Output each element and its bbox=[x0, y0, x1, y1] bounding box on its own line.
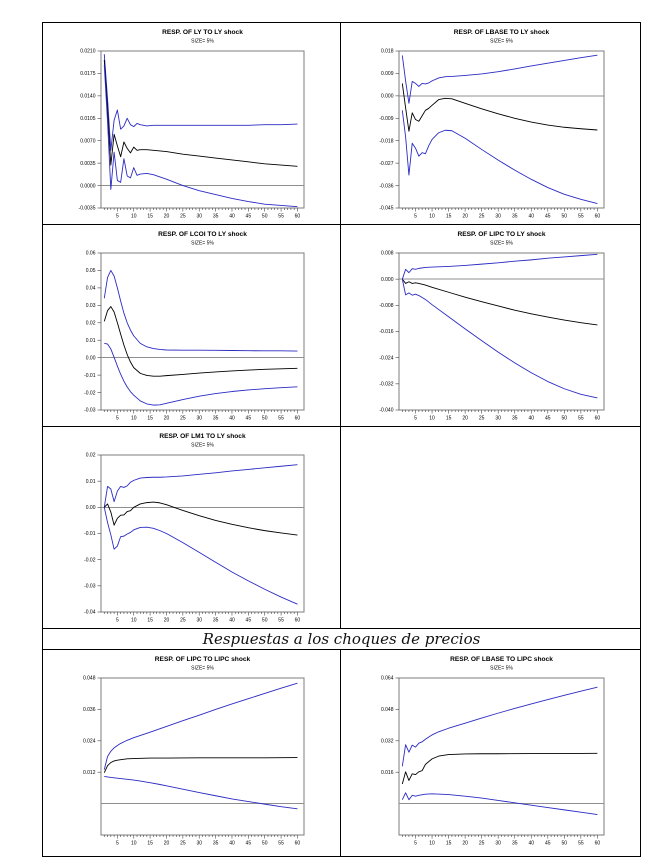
svg-text:60: 60 bbox=[594, 840, 601, 847]
svg-text:-0.02: -0.02 bbox=[84, 390, 96, 397]
svg-text:-0.018: -0.018 bbox=[379, 138, 394, 145]
svg-text:-0.027: -0.027 bbox=[379, 160, 394, 167]
series-point-estimate bbox=[402, 83, 597, 131]
svg-text:0.05: 0.05 bbox=[85, 268, 96, 275]
svg-text:0.0070: 0.0070 bbox=[80, 138, 96, 145]
svg-text:-0.01: -0.01 bbox=[84, 372, 96, 379]
chart-title: RESP. OF LBASE TO LIPC shock bbox=[450, 656, 553, 663]
svg-text:0.0105: 0.0105 bbox=[80, 115, 96, 122]
chart-subtitle: SIZE= 5% bbox=[191, 442, 214, 449]
svg-text:45: 45 bbox=[545, 213, 551, 220]
chart-title: RESP. OF LY TO LY shock bbox=[162, 29, 243, 36]
svg-text:-0.040: -0.040 bbox=[379, 407, 394, 414]
chart-resp-of-lcoi-to-ly-shock bbox=[43, 225, 340, 426]
chart-resp-of-lm1-to-ly-shock bbox=[43, 427, 340, 628]
svg-text:-0.03: -0.03 bbox=[84, 583, 96, 590]
svg-text:0.0140: 0.0140 bbox=[80, 93, 96, 100]
series-point-estimate bbox=[104, 60, 297, 166]
svg-text:40: 40 bbox=[229, 415, 235, 422]
series-upper-band bbox=[402, 687, 597, 766]
svg-text:40: 40 bbox=[528, 213, 535, 220]
svg-text:0.009: 0.009 bbox=[380, 71, 394, 78]
svg-text:5: 5 bbox=[115, 213, 119, 220]
svg-text:0.0210: 0.0210 bbox=[80, 48, 96, 55]
svg-text:0.024: 0.024 bbox=[82, 738, 96, 745]
chart-svg bbox=[341, 225, 640, 426]
svg-text:35: 35 bbox=[511, 840, 518, 847]
svg-text:35: 35 bbox=[511, 415, 518, 422]
svg-text:0.02: 0.02 bbox=[85, 452, 96, 459]
svg-text:60: 60 bbox=[294, 840, 301, 847]
svg-text:45: 45 bbox=[245, 617, 252, 624]
svg-text:50: 50 bbox=[561, 213, 568, 220]
svg-text:10: 10 bbox=[429, 415, 435, 422]
svg-text:0.0000: 0.0000 bbox=[80, 183, 96, 190]
svg-text:0.036: 0.036 bbox=[82, 707, 96, 714]
series-upper-band bbox=[104, 683, 297, 769]
svg-text:50: 50 bbox=[561, 840, 568, 847]
svg-text:60: 60 bbox=[294, 617, 301, 624]
section-caption-row bbox=[43, 629, 640, 650]
svg-text:30: 30 bbox=[196, 415, 203, 422]
svg-text:45: 45 bbox=[245, 840, 252, 847]
chart-svg bbox=[43, 650, 340, 852]
svg-text:-0.009: -0.009 bbox=[379, 115, 394, 122]
irf-row-2 bbox=[43, 225, 640, 427]
svg-text:25: 25 bbox=[478, 213, 485, 220]
svg-text:55: 55 bbox=[278, 213, 284, 220]
svg-text:10: 10 bbox=[130, 415, 137, 422]
svg-text:0.00: 0.00 bbox=[85, 355, 96, 362]
svg-text:55: 55 bbox=[578, 213, 584, 220]
chart-resp-of-lipc-to-lipc-shock bbox=[43, 650, 340, 856]
series-upper-band bbox=[104, 465, 297, 508]
svg-text:20: 20 bbox=[163, 415, 170, 422]
svg-text:30: 30 bbox=[495, 840, 501, 847]
svg-text:10: 10 bbox=[130, 213, 137, 220]
chart-title: RESP. OF LIPC TO LIPC shock bbox=[154, 656, 251, 663]
svg-text:-0.008: -0.008 bbox=[379, 303, 394, 310]
chart-resp-of-lipc-to-ly-shock bbox=[340, 225, 640, 426]
svg-text:25: 25 bbox=[180, 617, 186, 624]
svg-text:55: 55 bbox=[278, 415, 284, 422]
svg-text:-0.02: -0.02 bbox=[84, 557, 96, 564]
svg-text:35: 35 bbox=[511, 213, 518, 220]
irf-figure-table bbox=[42, 22, 641, 857]
svg-text:50: 50 bbox=[261, 213, 268, 220]
svg-text:10: 10 bbox=[429, 840, 435, 847]
svg-text:20: 20 bbox=[462, 840, 468, 847]
svg-text:15: 15 bbox=[445, 415, 452, 422]
svg-text:-0.01: -0.01 bbox=[84, 531, 96, 538]
series-lower-band bbox=[104, 343, 297, 405]
svg-text:5: 5 bbox=[414, 415, 417, 422]
svg-text:35: 35 bbox=[212, 415, 219, 422]
svg-text:35: 35 bbox=[212, 213, 219, 220]
chart-svg bbox=[43, 23, 340, 224]
svg-text:15: 15 bbox=[147, 213, 153, 220]
series-point-estimate bbox=[402, 279, 597, 325]
svg-text:0.048: 0.048 bbox=[380, 707, 394, 714]
svg-text:20: 20 bbox=[163, 213, 170, 220]
svg-text:40: 40 bbox=[229, 617, 235, 624]
chart-resp-of-ly-to-ly-shock bbox=[43, 23, 340, 224]
irf-row-4 bbox=[43, 650, 640, 856]
svg-text:40: 40 bbox=[528, 840, 535, 847]
irf-row-1 bbox=[43, 23, 640, 225]
svg-text:0.06: 0.06 bbox=[85, 250, 96, 257]
svg-text:0.00: 0.00 bbox=[85, 505, 96, 512]
svg-text:40: 40 bbox=[528, 415, 535, 422]
chart-subtitle: SIZE= 5% bbox=[191, 665, 214, 672]
svg-text:15: 15 bbox=[445, 213, 452, 220]
svg-text:15: 15 bbox=[147, 617, 153, 624]
chart-title: RESP. OF LIPC TO LY shock bbox=[457, 231, 546, 238]
svg-text:45: 45 bbox=[245, 415, 252, 422]
svg-text:60: 60 bbox=[294, 415, 301, 422]
svg-text:50: 50 bbox=[261, 617, 268, 624]
svg-text:20: 20 bbox=[163, 840, 170, 847]
svg-text:50: 50 bbox=[261, 415, 268, 422]
chart-svg bbox=[43, 427, 340, 628]
series-upper-band bbox=[104, 54, 297, 150]
svg-text:25: 25 bbox=[180, 213, 186, 220]
svg-text:0.012: 0.012 bbox=[82, 769, 96, 776]
svg-text:25: 25 bbox=[478, 840, 485, 847]
svg-text:40: 40 bbox=[229, 840, 235, 847]
svg-text:5: 5 bbox=[414, 213, 417, 220]
svg-text:5: 5 bbox=[115, 415, 119, 422]
svg-text:20: 20 bbox=[462, 213, 468, 220]
svg-text:0.0175: 0.0175 bbox=[80, 71, 96, 78]
svg-text:30: 30 bbox=[196, 617, 203, 624]
series-point-estimate bbox=[402, 753, 597, 784]
chart-subtitle: SIZE= 5% bbox=[490, 38, 513, 45]
svg-text:25: 25 bbox=[180, 840, 186, 847]
svg-text:15: 15 bbox=[147, 415, 153, 422]
svg-text:10: 10 bbox=[130, 840, 137, 847]
svg-text:30: 30 bbox=[196, 840, 203, 847]
svg-text:60: 60 bbox=[294, 213, 301, 220]
chart-subtitle: SIZE= 5% bbox=[191, 38, 214, 45]
svg-text:15: 15 bbox=[445, 840, 452, 847]
svg-text:40: 40 bbox=[229, 213, 235, 220]
svg-text:55: 55 bbox=[278, 840, 284, 847]
svg-text:-0.024: -0.024 bbox=[379, 355, 394, 362]
chart-svg bbox=[341, 650, 640, 852]
svg-text:-0.032: -0.032 bbox=[379, 381, 394, 388]
series-point-estimate bbox=[104, 758, 297, 773]
svg-text:5: 5 bbox=[115, 617, 119, 624]
svg-text:0.01: 0.01 bbox=[85, 478, 96, 485]
svg-text:0.064: 0.064 bbox=[380, 675, 394, 682]
svg-text:0.016: 0.016 bbox=[380, 769, 394, 776]
irf-row-3 bbox=[43, 427, 640, 629]
svg-text:55: 55 bbox=[578, 840, 584, 847]
series-upper-band bbox=[104, 270, 297, 351]
svg-text:30: 30 bbox=[495, 415, 501, 422]
svg-text:55: 55 bbox=[578, 415, 584, 422]
svg-text:30: 30 bbox=[495, 213, 501, 220]
svg-text:50: 50 bbox=[561, 415, 568, 422]
svg-text:0.03: 0.03 bbox=[85, 303, 96, 310]
svg-text:0.000: 0.000 bbox=[380, 276, 394, 283]
empty-cell bbox=[340, 427, 640, 628]
chart-title: RESP. OF LBASE TO LY shock bbox=[453, 29, 550, 36]
svg-text:35: 35 bbox=[212, 617, 219, 624]
chart-subtitle: SIZE= 5% bbox=[191, 240, 214, 247]
svg-text:0.0035: 0.0035 bbox=[80, 160, 96, 167]
section-caption: Respuestas a los choques de precios bbox=[202, 630, 481, 648]
svg-text:0.018: 0.018 bbox=[380, 48, 394, 55]
svg-text:60: 60 bbox=[594, 213, 601, 220]
svg-text:25: 25 bbox=[478, 415, 485, 422]
svg-text:0.048: 0.048 bbox=[82, 675, 96, 682]
svg-text:35: 35 bbox=[212, 840, 219, 847]
series-point-estimate bbox=[104, 307, 297, 377]
svg-text:0.04: 0.04 bbox=[85, 285, 96, 292]
svg-text:50: 50 bbox=[261, 840, 268, 847]
svg-text:-0.03: -0.03 bbox=[84, 407, 96, 414]
svg-text:-0.0035: -0.0035 bbox=[78, 205, 96, 212]
svg-text:20: 20 bbox=[462, 415, 468, 422]
svg-text:-0.016: -0.016 bbox=[379, 329, 394, 336]
svg-text:45: 45 bbox=[245, 213, 252, 220]
series-lower-band bbox=[402, 110, 597, 203]
chart-svg bbox=[43, 225, 340, 426]
svg-text:0.008: 0.008 bbox=[380, 250, 394, 257]
svg-text:-0.036: -0.036 bbox=[379, 183, 394, 190]
svg-text:5: 5 bbox=[115, 840, 119, 847]
svg-text:55: 55 bbox=[278, 617, 284, 624]
svg-text:0.01: 0.01 bbox=[85, 337, 96, 344]
svg-text:10: 10 bbox=[130, 617, 137, 624]
svg-text:10: 10 bbox=[429, 213, 435, 220]
chart-title: RESP. OF LCOI TO LY shock bbox=[158, 231, 247, 238]
svg-text:-0.045: -0.045 bbox=[379, 205, 394, 212]
svg-text:30: 30 bbox=[196, 213, 203, 220]
chart-svg bbox=[341, 23, 640, 224]
series-lower-band bbox=[104, 507, 297, 604]
svg-text:25: 25 bbox=[180, 415, 186, 422]
svg-text:5: 5 bbox=[414, 840, 417, 847]
series-lower-band bbox=[402, 279, 597, 398]
chart-subtitle: SIZE= 5% bbox=[490, 665, 513, 672]
svg-text:0.032: 0.032 bbox=[380, 738, 394, 745]
chart-subtitle: SIZE= 5% bbox=[490, 240, 513, 247]
svg-text:45: 45 bbox=[545, 840, 551, 847]
chart-title: RESP. OF LM1 TO LY shock bbox=[159, 433, 246, 440]
chart-resp-of-lbase-to-ly-shock bbox=[340, 23, 640, 224]
series-upper-band bbox=[402, 254, 597, 279]
svg-text:60: 60 bbox=[594, 415, 601, 422]
svg-text:20: 20 bbox=[163, 617, 170, 624]
svg-text:0.000: 0.000 bbox=[380, 93, 394, 100]
svg-text:-0.04: -0.04 bbox=[84, 609, 96, 616]
svg-text:15: 15 bbox=[147, 840, 153, 847]
chart-resp-of-lbase-to-lipc-shock bbox=[340, 650, 640, 856]
svg-text:45: 45 bbox=[545, 415, 551, 422]
svg-text:0.02: 0.02 bbox=[85, 320, 96, 327]
